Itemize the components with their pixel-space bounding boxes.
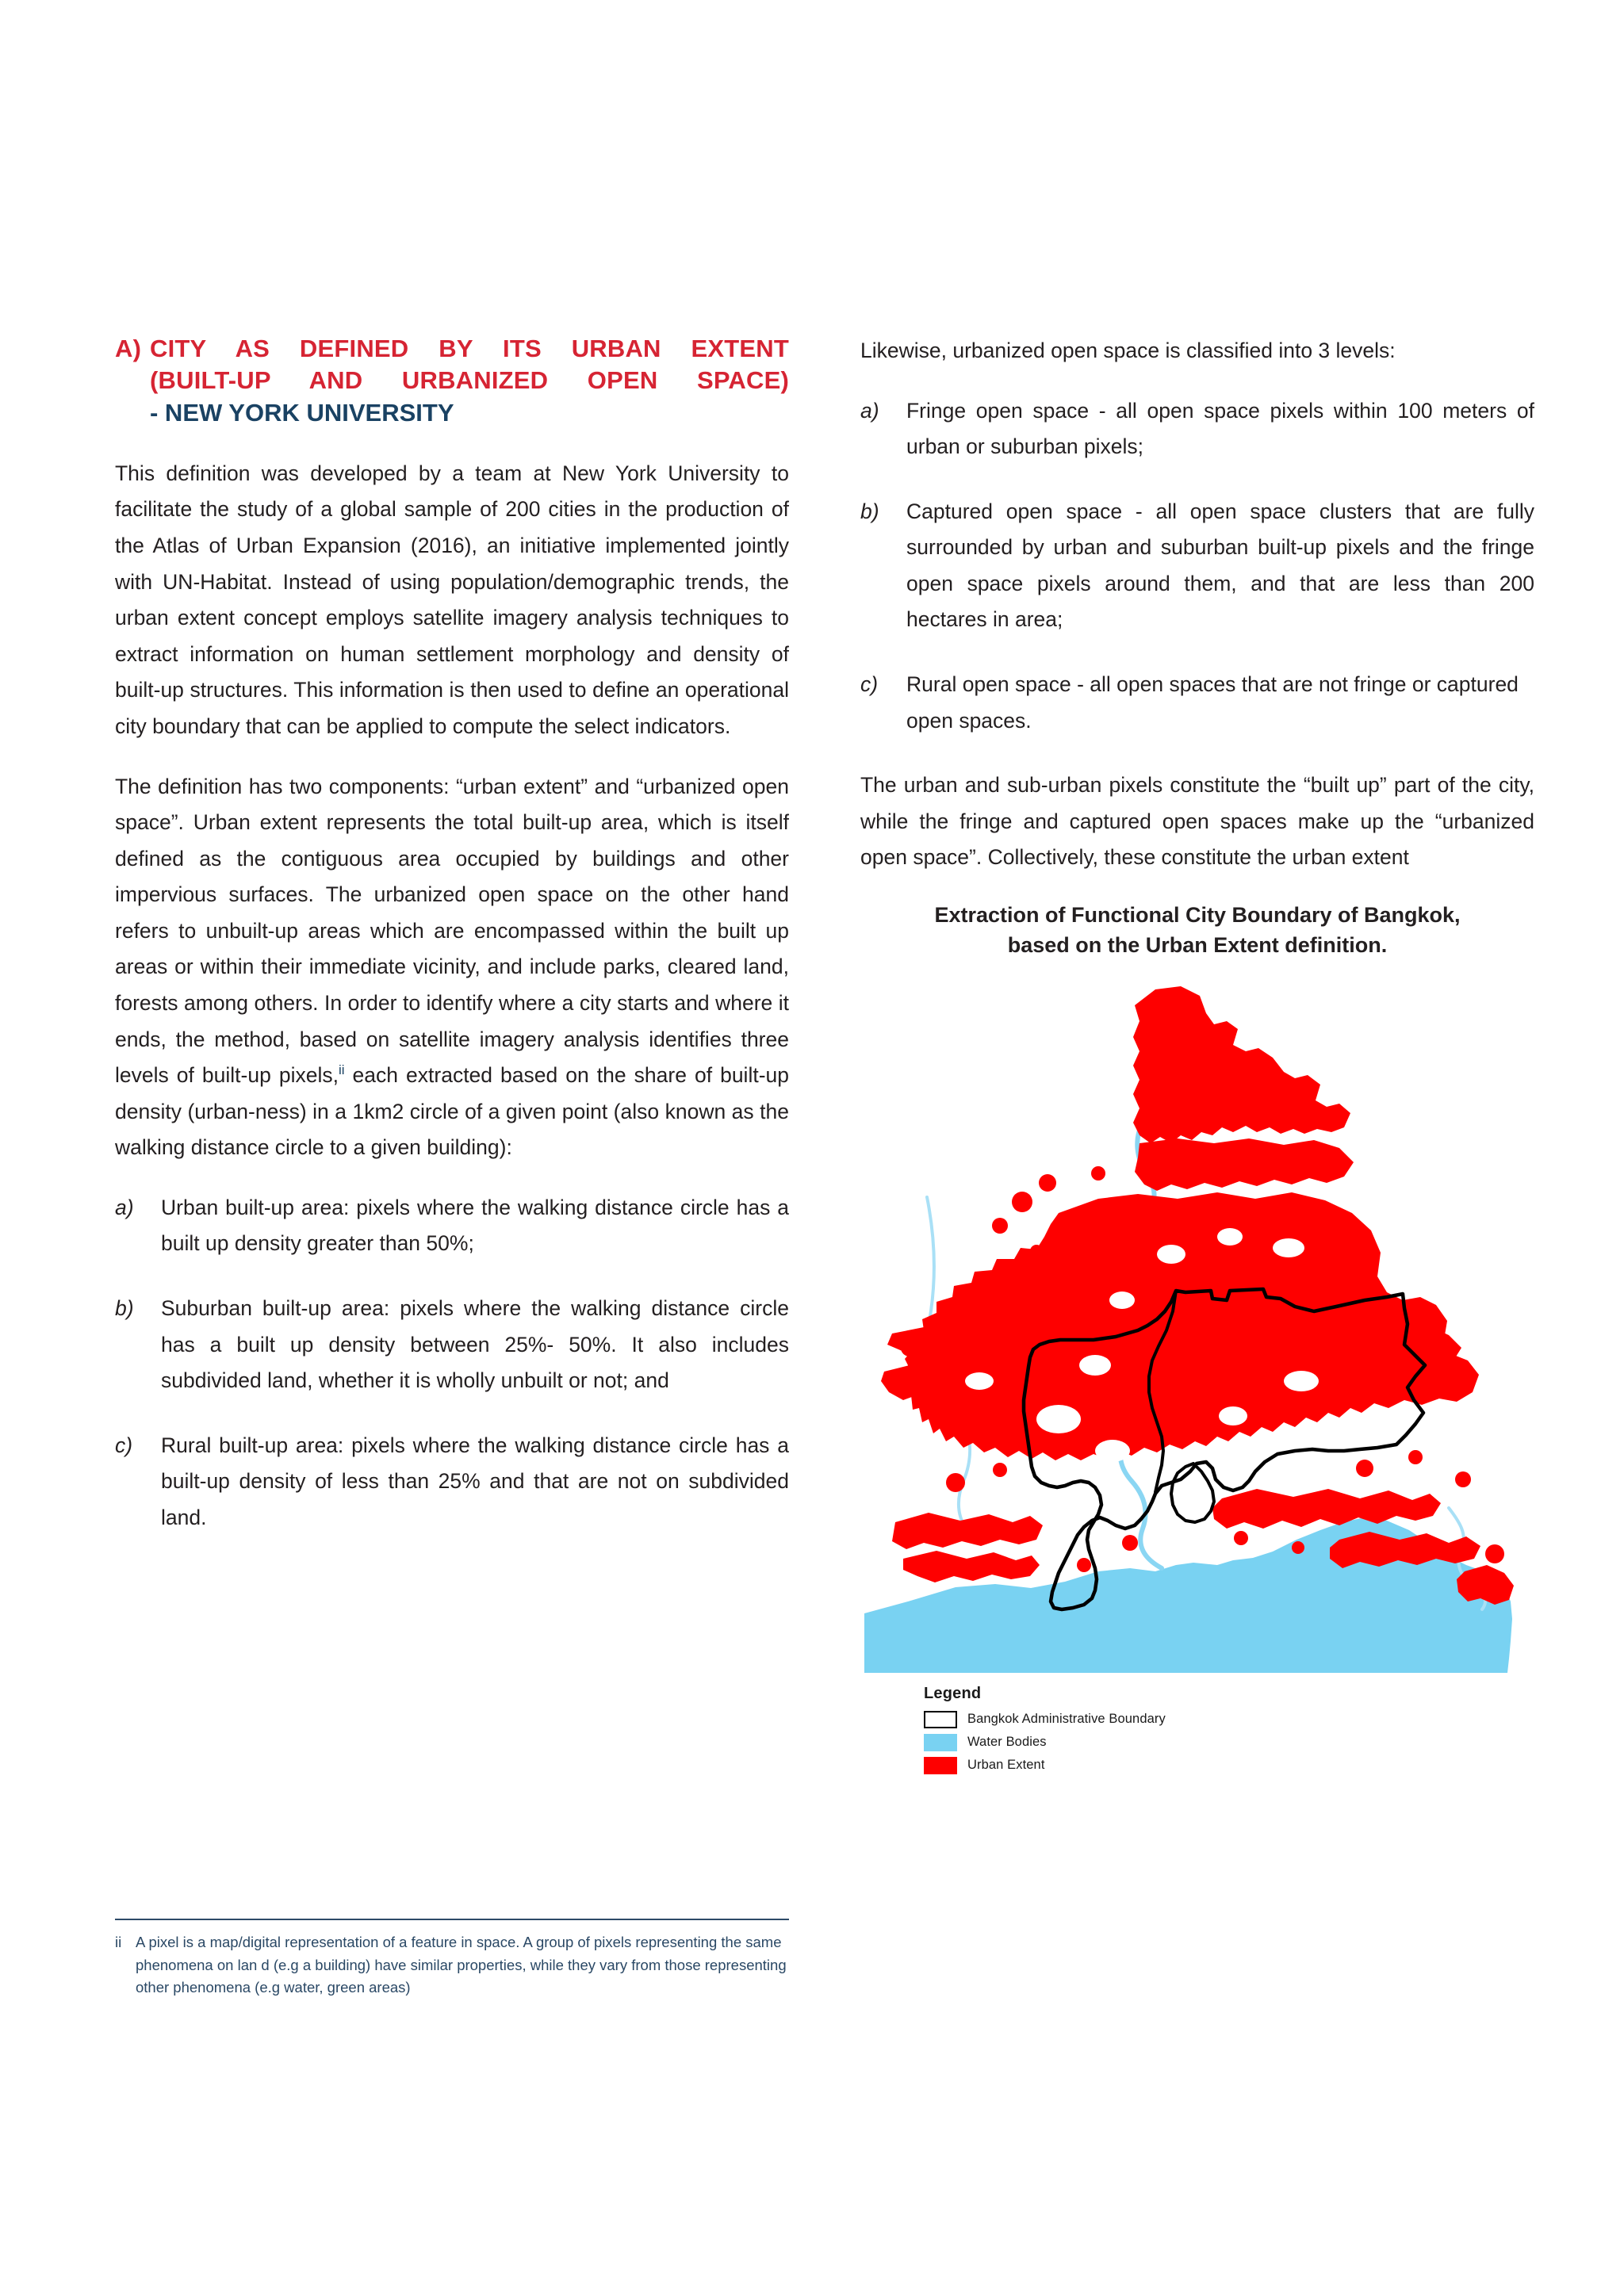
urban-extent-speckle (1190, 1054, 1203, 1067)
list-item-text: Fringe open space - all open space pixels within 100 meters of urban or suburban pixels; (906, 398, 1534, 459)
open-space-hole (1331, 1419, 1363, 1438)
urban-extent-speckle (980, 1296, 994, 1311)
urban-extent-speckle (1408, 1450, 1423, 1464)
list-item-text: Urban built-up area: pixels where the walking distance circle has a built up density greater than 50%; (161, 1195, 789, 1256)
legend-swatch-boundary-icon (924, 1711, 957, 1728)
urban-extent-speckle (1039, 1174, 1056, 1192)
open-space-hole (1095, 1440, 1130, 1462)
list-item-text: Captured open space - all open space clusters that are fully surrounded by urban and suburban built-up pixels and the fringe open space pixels around them, and that are less than 200 hectares in area; (906, 499, 1534, 632)
urban-extent-speckle (1077, 1558, 1091, 1572)
open-space-hole (1219, 1406, 1247, 1425)
figure-caption-line-2: based on the Urban Extent definition. (1007, 933, 1388, 958)
heading-line-1-text: CITY AS DEFINED BY ITS URBAN EXTENT (150, 335, 789, 362)
list-item-label: c) (115, 1433, 133, 1457)
heading-line-1 (115, 333, 789, 365)
list-item-label: a) (115, 1195, 134, 1219)
map-legend (924, 1685, 1265, 1780)
footnote-text: A pixel is a map/digital representation of a feature in space. A group of pixels representing the same phenomena on lan d (e.g a building) have similar properties, while they vary from those representing other phenomena (e.g water, green areas) (136, 1934, 787, 1996)
paragraph-two-components-part2: each extracted based on the share of built-up density (urban-ness) in a 1km2 circle of a given point (also known as the walking distance circle to a given building): (115, 1063, 789, 1160)
open-space-hole (1109, 1292, 1135, 1309)
urban-extent-speckle (1280, 1093, 1297, 1111)
list-item (115, 1190, 789, 1262)
list-item-text: Rural open space - all open spaces that are not fringe or captured open spaces. (906, 672, 1519, 733)
urban-extent-speckle (1030, 1245, 1043, 1257)
map-container (860, 975, 1534, 1800)
two-column-layout (115, 333, 1534, 1996)
heading-line-2-text: (BUILT-UP AND URBANIZED OPEN SPACE) (150, 366, 789, 395)
figure-bangkok-urban-extent (860, 900, 1534, 1800)
urban-extent-speckle (1408, 1326, 1423, 1341)
heading-marker: A) (115, 335, 142, 362)
bangkok-urban-extent-map (860, 975, 1534, 1673)
legend-title: Legend (924, 1684, 982, 1702)
urban-extent-speckle (1234, 1531, 1248, 1545)
urban-extent-speckle (1012, 1192, 1032, 1212)
figure-caption (876, 900, 1519, 961)
urban-extent-speckle (1122, 1535, 1138, 1551)
list-item-label: a) (860, 398, 879, 423)
urban-extent-speckle (993, 1463, 1007, 1477)
heading-line-3: - NEW YORK UNIVERSITY (150, 398, 454, 427)
paragraph-two-components (115, 769, 789, 1166)
legend-entry (924, 1757, 1265, 1774)
heading-line-2 (115, 365, 789, 396)
list-item (115, 1428, 789, 1536)
list-item-label: b) (115, 1296, 134, 1321)
list-item (115, 1291, 789, 1399)
footnote-number: ii (115, 1934, 122, 1950)
legend-swatch-water-icon (924, 1734, 957, 1751)
open-space-hole (1284, 1371, 1319, 1391)
paragraph-closing: The urban and sub-urban pixels constitute the “built up” part of the city, while the fringe and captured open spaces make up the “urbanized open space”. Collectively, these constitute the urban extent (860, 773, 1534, 870)
footnote-reference-ii[interactable]: ii (338, 1062, 345, 1078)
urban-extent-speckle (1356, 1460, 1373, 1477)
left-column (115, 333, 789, 1996)
legend-label: Urban Extent (967, 1758, 1045, 1773)
urban-extent-speckle (1243, 1073, 1258, 1087)
urban-extent-speckle (1376, 1340, 1392, 1356)
urban-extent-speckle (1091, 1166, 1105, 1181)
open-space-hole (1157, 1245, 1185, 1264)
open-space-hole (965, 1372, 994, 1390)
list-item (860, 494, 1534, 638)
list-item-text: Rural built-up area: pixels where the walking distance circle has a built-up density of less than 25% and that are not on subdivided land. (161, 1433, 789, 1529)
legend-entry (924, 1734, 1265, 1751)
urban-extent-speckle (992, 1218, 1008, 1234)
footnote-block (115, 1919, 789, 1999)
open-space-hole (1273, 1238, 1304, 1257)
right-column (860, 333, 1534, 1800)
list-item (860, 667, 1534, 739)
paragraph-two-components-part1: The definition has two components: “urban extent” and “urbanized open space”. Urban extent represents the total built-up area, which is itself defined as the contiguous area occupied by buildings and other impervious surfaces. The urbanized open space on the other hand refers to unbuilt-up areas which are encompassed within the built up areas or within their immediate vicinity, and include parks, cleared land, forests among others. In order to identify where a city starts and where it ends, the method, based on satellite imagery analysis identifies three levels of built-up pixels, (115, 774, 789, 1088)
legend-label: Bangkok Administrative Boundary (967, 1712, 1166, 1727)
list-item-text: Suburban built-up area: pixels where the walking distance circle has a built up density between 25%- 50%. It also includes subdivided land, whether it is wholly unbuilt or not; and (161, 1296, 789, 1393)
open-space-hole (1036, 1405, 1081, 1433)
urban-extent-speckle (946, 1316, 962, 1332)
urban-extent-speckle (1203, 1086, 1222, 1105)
footnote-content (115, 1931, 789, 1999)
list-item (860, 393, 1534, 465)
list-item-label: b) (860, 499, 879, 523)
urban-extent-speckle (946, 1473, 965, 1492)
open-space-hole (1079, 1355, 1111, 1376)
urban-extent-speckle (901, 1339, 918, 1357)
urban-extent-speckle (1485, 1544, 1504, 1563)
paragraph-open-space-intro: Likewise, urbanized open space is classified into 3 levels: (860, 339, 1396, 362)
section-heading (115, 333, 789, 429)
list-item-label: c) (860, 672, 879, 697)
paragraph-definition-origin: This definition was developed by a team at New York University to facilitate the study of a global sample of 200 cities in the production of the Atlas of Urban Expansion (2016), an initiative implemented jointly with UN-Habitat. Instead of using population/demographic trends, the urban extent concept employs satellite imagery analysis techniques to extract information on human settlement morphology and density of built-up structures. This information is then used to define an operational city boundary that can be applied to compute the select indicators. (115, 461, 789, 738)
figure-caption-line-1: Extraction of Functional City Boundary of Bangkok, (934, 902, 1461, 927)
heading-marker-spacer (115, 365, 150, 396)
urban-extent-speckle (1455, 1471, 1471, 1487)
footnote-divider (115, 1919, 789, 1920)
open-space-hole (1217, 1228, 1243, 1246)
legend-label: Water Bodies (967, 1735, 1047, 1750)
urban-extent-speckle (1292, 1541, 1304, 1554)
legend-swatch-urban-icon (924, 1757, 957, 1774)
legend-entry (924, 1711, 1265, 1728)
